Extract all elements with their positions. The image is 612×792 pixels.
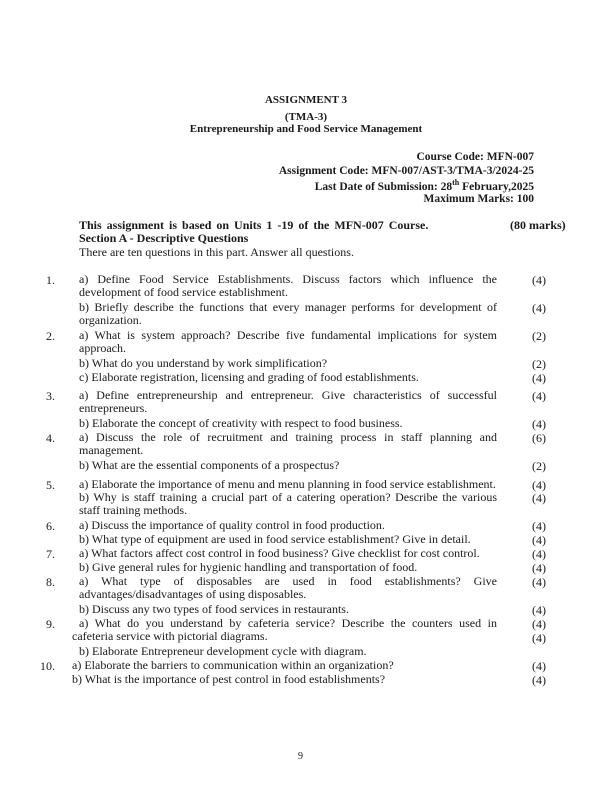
question-part: b) Why is staff training a crucial part of a catering operation? Describe the various staff training methods. [79,490,497,517]
marks: (4) [532,673,546,687]
marks: (6) [532,431,546,445]
question-number: 6. [46,519,55,533]
question-number: 8. [46,575,55,589]
marks: (4) [532,301,546,315]
question-part: a) Elaborate the barriers to communication within an organization? [72,658,394,672]
marks: (4) [532,371,546,385]
assignment-code: Assignment Code: MFN-007/AST-3/TMA-3/2024-25 [278,165,534,177]
question-number: 5. [46,478,55,492]
submission-date-sup: th [452,178,460,187]
total-marks: (80 marks) [510,218,566,232]
question-part: b) What type of equipment are used in food service establishment? Give in detail. [79,532,471,546]
marks: (4) [532,659,546,673]
question-number: 10. [40,659,55,673]
page-number: 9 [298,751,303,762]
marks: (4) [532,417,546,431]
question-part: b) Discuss any two types of food services in restaurants. [79,602,349,616]
course-code: Course Code: MFN-007 [416,151,534,163]
question-part [79,329,497,355]
max-marks: Maximum Marks: 100 [423,193,534,205]
marks: (4) [532,561,546,575]
submission-date [315,178,534,193]
submission-date-prefix: Last Date of Submission: 28 [314,180,453,193]
marks: (4) [532,389,546,403]
question-part-text: a) What is system approach? Describe five fundamental implications for system approach. [79,328,497,355]
instructions: There are ten questions in this part. Answer all questions. [79,245,354,259]
assignment-basis: This assignment is based on Units 1 -19 of the MFN-007 Course. [79,218,429,232]
question-part: a) Discuss the role of recruitment and training process in staff planning and management. [79,430,497,457]
question-part: a) Define Food Service Establishments. Discuss factors which influence the development of food service establishment. [79,272,497,299]
marks: (4) [532,575,546,589]
marks: (2) [532,357,546,371]
question-part: a) Discuss the importance of quality control in food production. [79,518,385,532]
question-part: b) Elaborate the concept of creativity with respect to food business. [79,416,403,430]
marks: (2) [532,459,546,473]
course-name: Entrepreneurship and Food Service Management [189,123,423,135]
question-number: 3. [46,389,55,403]
question-part: c) Elaborate registration, licensing and grading of food establishments. [79,370,419,384]
question-number: 4. [46,431,55,445]
question-part: a) What type of disposables are used in food establishments? Give advantages/disadvantages of using disposables. [79,574,497,601]
marks: (4) [532,631,546,645]
question-part: b) Briefly describe the functions that every manager performs for development of organization. [79,300,497,327]
marks: (2) [532,329,546,343]
question-number: 2. [46,329,55,343]
marks: (4) [532,519,546,533]
marks: (4) [532,273,546,287]
question-part: b) What are the essential components of a prospectus? [79,458,340,472]
marks: (4) [532,478,546,492]
question-part: b) Elaborate Entrepreneur development cycle with diagram. [79,644,367,658]
assignment-subtitle: (TMA-3) [284,111,328,123]
question-part: a) What do you understand by cafeteria service? Describe the counters used in cafeteria service with pictorial diagrams. [72,616,497,643]
question-part: a) Elaborate the importance of menu and menu planning in food service establishment. [79,477,496,491]
question-part: a) Define entrepreneurship and entrepreneur. Give characteristics of successful entrepreneurs. [79,388,497,415]
section-title: Section A - Descriptive Questions [79,231,249,245]
question-part: b) Give general rules for hygienic handling and transportation of food. [79,560,418,574]
submission-date-suffix: February,2025 [459,180,534,193]
question-number: 1. [46,273,55,287]
marks: (4) [532,617,546,631]
marks: (4) [532,533,546,547]
marks: (4) [532,603,546,617]
marks: (4) [532,547,546,561]
question-part: b) What do you understand by work simplification? [79,356,328,370]
question-part: a) What factors affect cost control in food business? Give checklist for cost control. [79,546,480,560]
question-part: b) What is the importance of pest control in food establishments? [72,672,386,686]
question-number: 7. [46,547,55,561]
question-number: 9. [46,617,55,631]
assignment-title: ASSIGNMENT 3 [264,94,347,106]
marks: (4) [532,491,546,505]
